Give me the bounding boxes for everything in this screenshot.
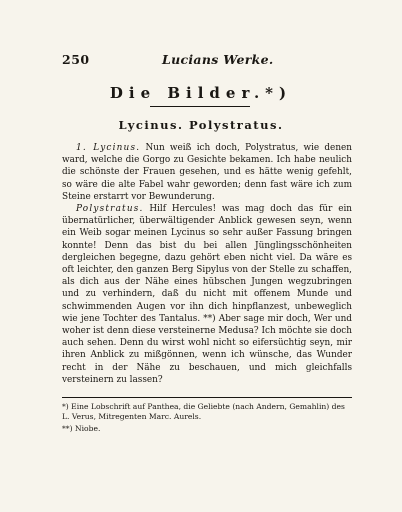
speaker-label: Polystratus. (76, 204, 144, 215)
speaker-label: 1. Lycinus. (76, 143, 141, 153)
dialogue-characters: Lycinus. Polystratus. (118, 118, 284, 132)
running-head: Lucians Werke. (162, 52, 274, 67)
paragraph-text: Nun weiß ich doch, Polystratus, wie denen ward, welche die Gorgo zu Gesichte bekamen. Ich habe neulich die schönste der Frauen gesehen, und es hätte wenig gefehlt, so wäre die alte Fabel wahr geworden; denn fast wäre ich zum Steine erstarrt vor Bewunderung. (62, 143, 352, 202)
footnote-2: **) Niobe. (62, 423, 101, 433)
footnotes (62, 402, 352, 434)
paragraph-lycinus (62, 142, 352, 203)
footnote-1: *) Eine Lobschrift auf Panthea, die Geliebte (nach Andern, Gemahlin) des L. Verus, Mitregenten Marc. Aurels. (62, 402, 345, 422)
paragraph-polystratus (62, 203, 352, 386)
paragraph-text: Hilf Hercules! was mag doch das für ein übernatürlicher, überwältigender Anblick gewesen seyn, wenn ein Weib sogar meinen Lycinus so sehr außer Fassung bringen konnte! Denn das bist du bei allen Jünglingsschönheiten dergleichen begegne, dazu gehört eben nicht viel. Da wäre es oft leichter, den ganzen Berg Sipylus von der Stelle zu schaffen, als dich aus der Nähe eines hübschen Jungen wegzubringen und zu verhindern, daß du nicht mit offenem Munde und schwimmenden Augen vor ihn dich hinpflanzest, unbeweglich wie jene Tochter des Tantalus. **) Aber sage mir doch, Wer und woher ist denn diese versteinerne Medusa? Ich möchte sie doch auch sehen. Denn du wirst wohl nicht so eifersüchtig seyn, mir ihren Anblick zu mißgönnen, wenn ich wünsche, das Wunder recht in der Nähe zu beschauen, und mich gleichfalls versteinern zu lassen? (62, 204, 353, 385)
page-header (62, 52, 342, 70)
footnote-rule (62, 397, 352, 398)
body-text (62, 142, 352, 386)
chapter-title: Die Bilder.*) (109, 84, 293, 102)
title-rule (150, 106, 250, 107)
page-number: 250 (62, 52, 90, 67)
